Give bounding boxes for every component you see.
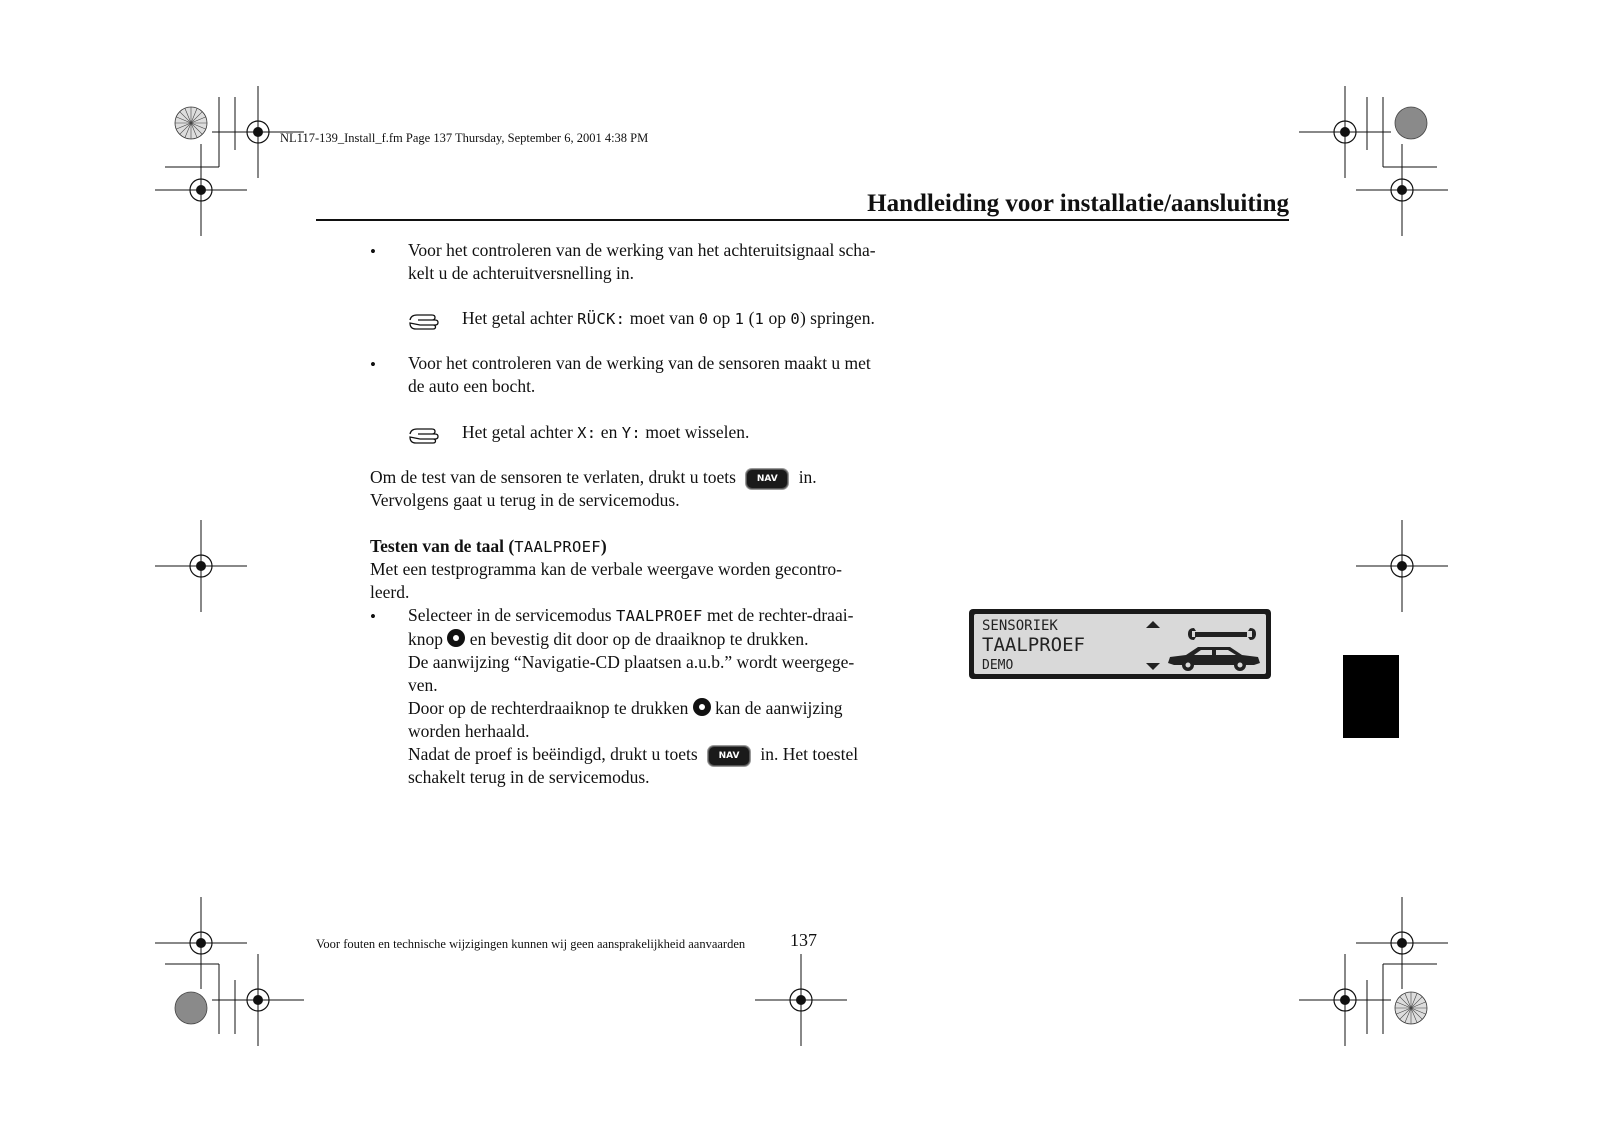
bullet-2-line-1: Voor het controleren van de werking van de sensoren maakt u met [408,353,871,373]
paragraph-1-text-b: in. [794,467,817,487]
display-line-1: SENSORIEK [982,618,1058,634]
section-heading [370,535,607,559]
bullet-3-line-3: De aanwijzing “Navigatie-CD plaatsen a.u.b.” wordt weergege- [408,652,855,672]
paragraph-intro [370,558,842,604]
note-1-text-d: ( [744,308,755,328]
note-1-text-c: op [708,308,735,328]
bullet-3-text-d: en bevestig dit door op de draaiknop te drukken. [465,629,809,649]
display-screen [974,614,1266,674]
bullet-3-text-f: kan de aanwijzing [710,698,843,718]
bullet-1-marker: • [370,242,376,261]
heading-close: ) [600,536,607,556]
rotary-knob-icon [693,698,711,716]
note-1-value-4: 0 [790,310,800,328]
note-2-code-x: X: [577,424,597,442]
pointing-hand-icon [408,311,440,331]
bullet-3-line-1 [408,604,858,628]
heading-code: TAALPROEF [514,538,601,556]
heading-text: Testen van de taal ( [370,536,515,556]
bullet-2-marker: • [370,355,376,374]
paragraph-1-text-a: Om de test van de sensoren te verlaten, drukt u toets [370,467,741,487]
bullet-3-line-2 [408,628,858,651]
note-2 [462,421,749,445]
note-1-value-2: 1 [734,310,745,328]
page-title: Handleiding voor installatie/aansluiting [867,190,1289,217]
pointing-hand-icon [408,425,440,445]
bullet-1-line-2: kelt u de achteruitversnelling in. [408,263,634,283]
note-1-text-a: Het getal achter [462,308,578,328]
scroll-down-arrow-icon [1145,661,1161,671]
bullet-3-line-7 [408,743,858,766]
bullet-3-text-a: Selecteer in de servicemodus [408,605,616,625]
bullet-3-code: TAALPROEF [615,607,703,625]
chapter-tab [1343,655,1399,738]
bullet-3-marker: • [370,607,376,626]
bullet-1-line-1: Voor het controleren van de werking van het achteruitsignaal scha- [408,240,876,260]
note-1-value-1: 0 [698,310,709,328]
note-1-code-ruck: RÜCK: [577,310,626,328]
bullet-3-text-h: in. Het toestel [756,744,859,764]
title-rule [316,219,1289,221]
display-line-2: TAALPROEF [982,634,1085,656]
paragraph-2-line-2: leerd. [370,582,410,602]
bullet-3-text-e: Door op de rechterdraaiknop te drukken [408,698,693,718]
bullet-2-line-2: de auto een bocht. [408,376,536,396]
car-icon [1164,641,1264,673]
paragraph-1-line-1 [370,466,817,489]
paragraph-2-line-1: Met een testprogramma kan de verbale weergave worden gecontro- [370,559,842,579]
bullet-3-text-c: knop [408,629,448,649]
bullet-3-line-6: worden herhaald. [408,721,530,741]
note-2-text-b: en [596,422,622,442]
paragraph-exit-test [370,466,817,512]
bullet-1 [408,239,876,285]
note-1-text-e: op [764,308,791,328]
bullet-3-line-4: ven. [408,675,438,695]
bullet-2 [408,352,871,398]
page-number: 137 [790,930,817,950]
note-2-text-a: Het getal achter [462,422,578,442]
bullet-3-line-5 [408,697,858,720]
bullet-3-line-8: schakelt terug in de servicemodus. [408,767,650,787]
bullet-3-text-b: met de rechter-draai- [702,605,854,625]
rotary-knob-icon [447,629,465,647]
nav-key-icon: NAV [708,746,750,766]
paragraph-1-line-2: Vervolgens gaat u terug in de servicemodus. [370,490,680,510]
note-1-text-b: moet van [625,308,699,328]
note-1-value-3: 1 [754,310,765,328]
note-1 [462,307,875,331]
note-2-text-c: moet wisselen. [640,422,750,442]
file-slug: NL117-139_Install_f.fm Page 137 Thursday, September 6, 2001 4:38 PM [280,131,649,145]
bullet-3-text-g: Nadat de proef is beëindigd, drukt u toets [408,744,703,764]
scroll-up-arrow-icon [1145,620,1161,630]
nav-key-icon: NAV [746,469,788,489]
note-1-text-f: ) springen. [799,308,875,328]
footer-disclaimer: Voor fouten en technische wijzigingen kunnen wij geen aansprakelijkheid aanvaarden [316,937,746,951]
radio-display [969,609,1271,679]
note-2-code-y: Y: [621,424,641,442]
display-line-3: DEMO [982,658,1014,673]
bullet-3 [408,604,858,789]
